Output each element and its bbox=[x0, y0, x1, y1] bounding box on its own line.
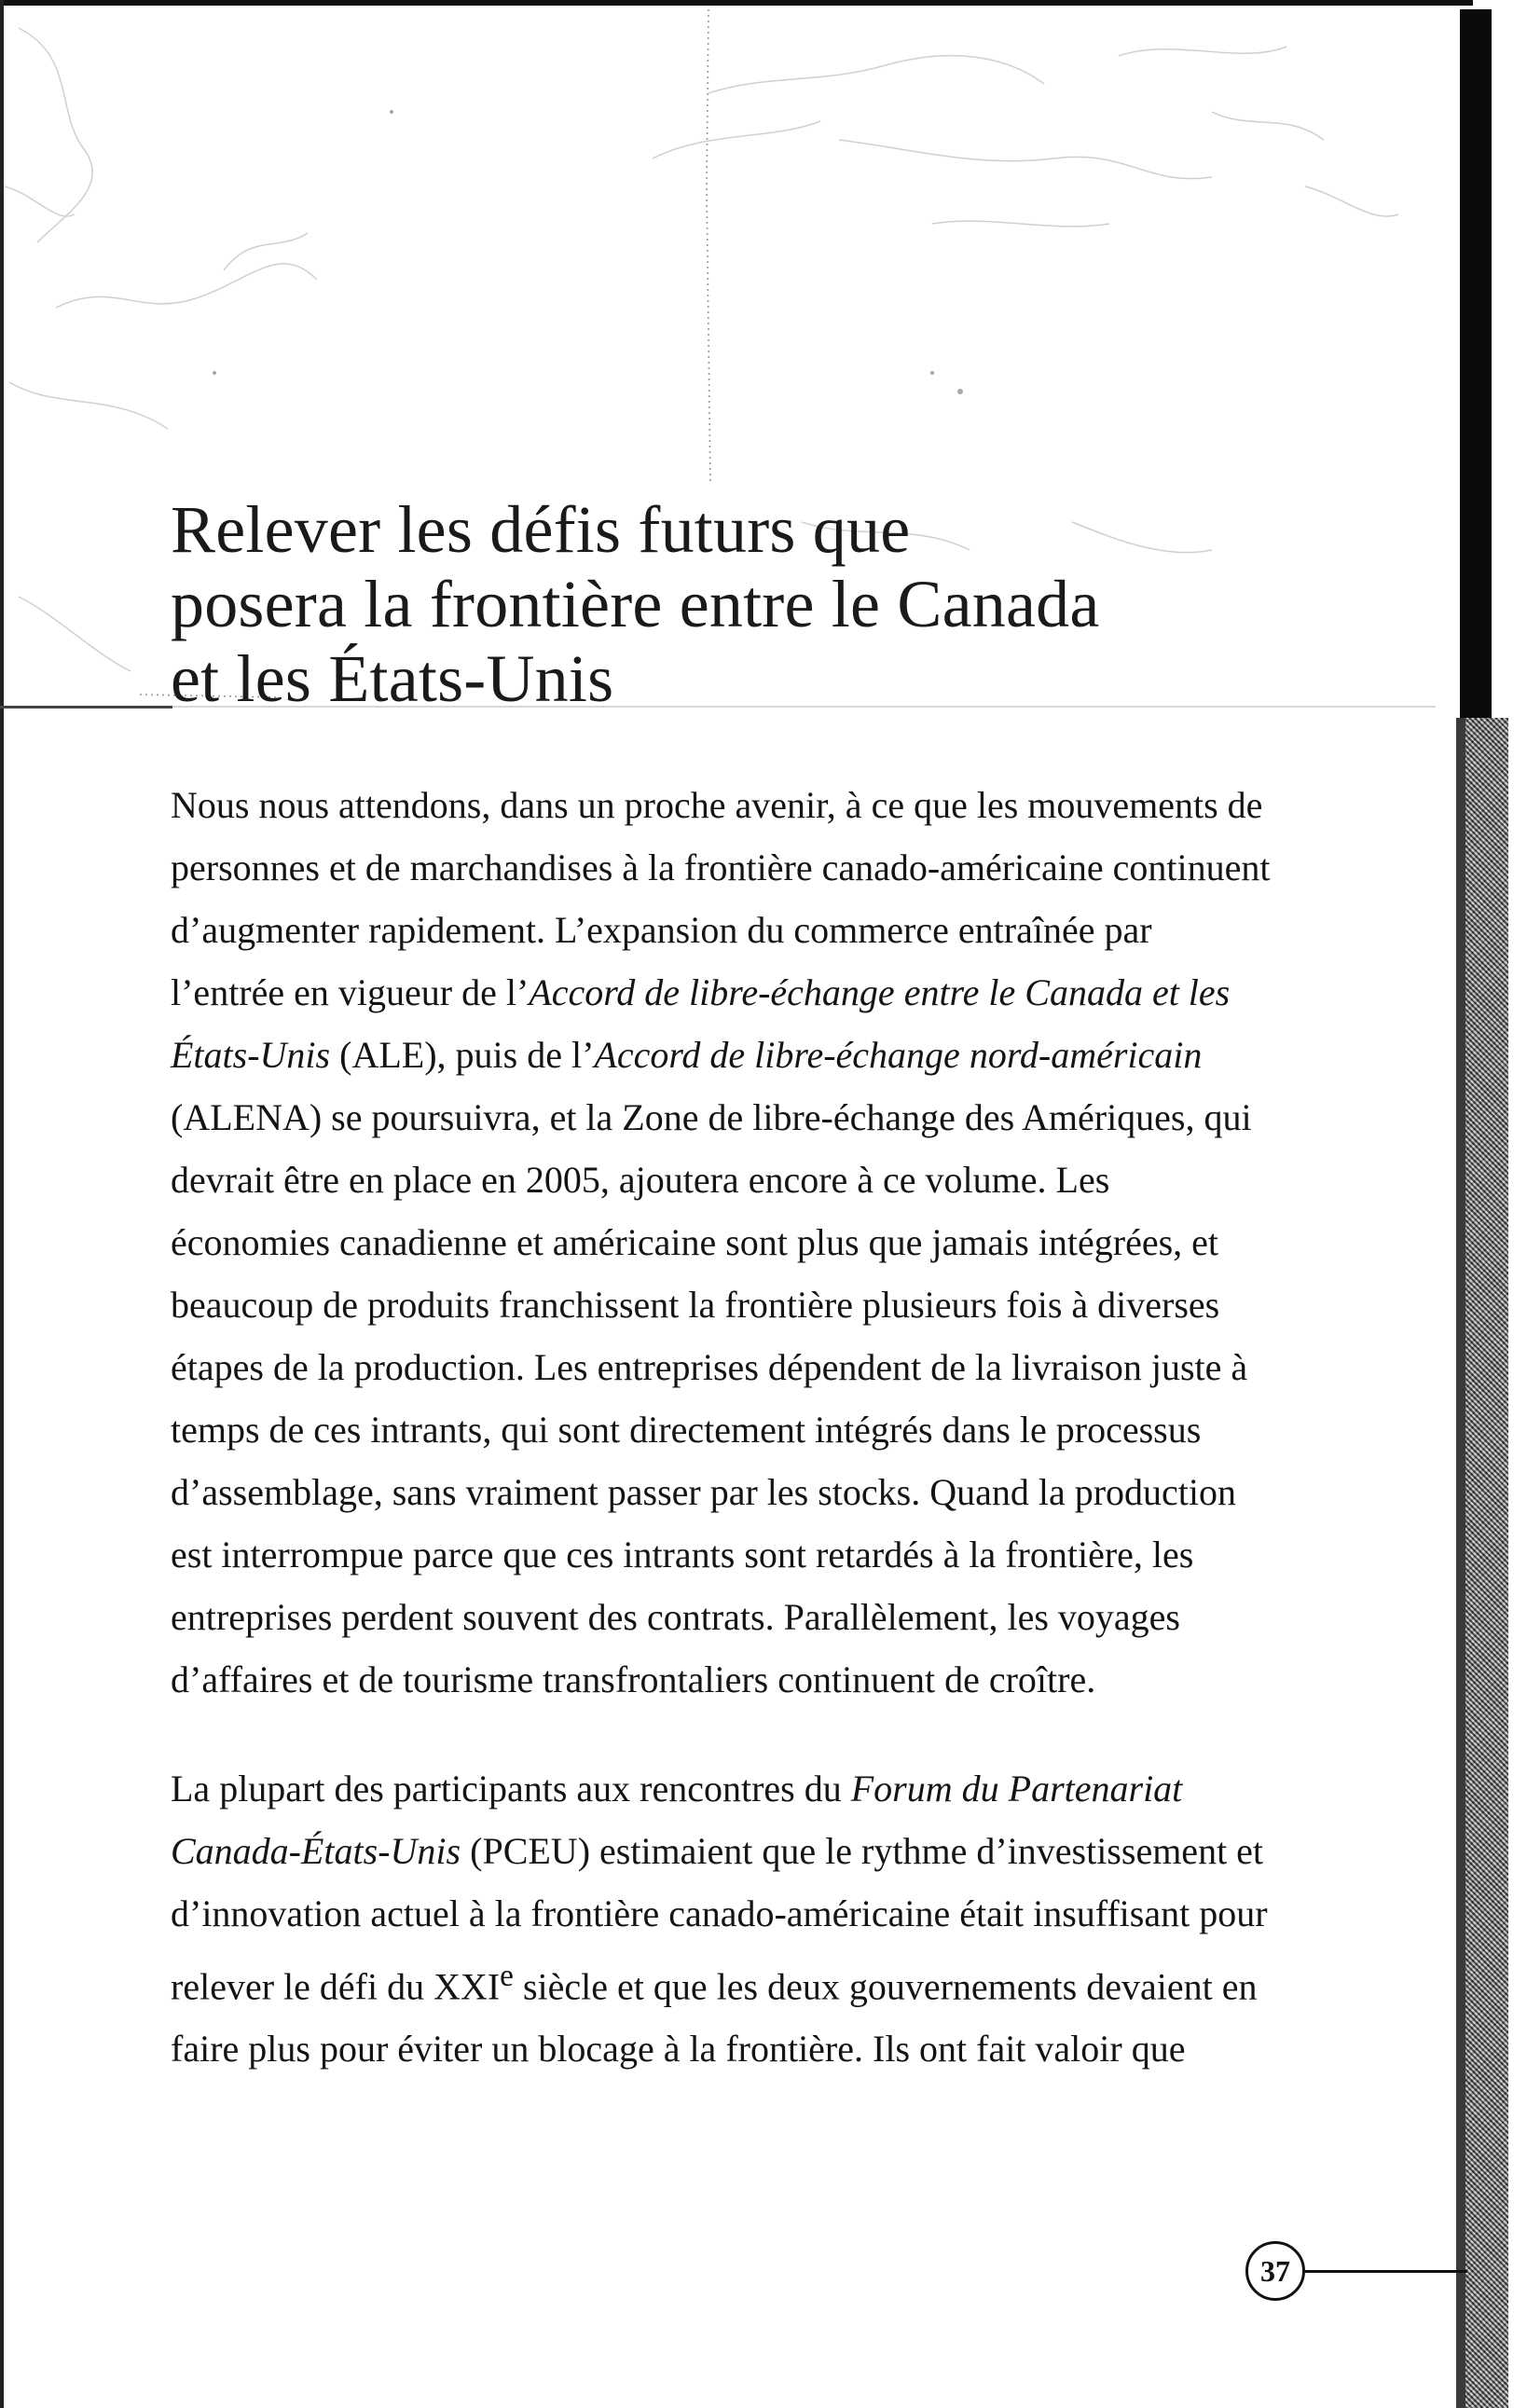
right-edge-dark bbox=[1460, 9, 1492, 718]
page-title bbox=[171, 492, 1196, 716]
paragraph-2 bbox=[171, 1757, 1271, 2080]
title-line-2: posera la frontière entre le Canada bbox=[171, 567, 1100, 641]
right-edge-shadow bbox=[1456, 718, 1465, 2408]
paragraph-2-text-c: siècle et que les deux gouvernements devaient en faire plus pour éviter un blocage à la frontière. Ils ont fait valoir que bbox=[171, 1965, 1258, 2071]
right-edge-halftone bbox=[1465, 718, 1508, 2408]
paragraph-1-italic-ale: Accord de libre-échange entre le Canada et les États-Unis bbox=[171, 971, 1231, 1076]
paragraph-2-text-b: (PCEU) estimaient que le rythme d’investissement et d’innovation actuel à la frontière canado-américaine était insuffisant pour relever le défi du XXI bbox=[171, 1830, 1268, 2008]
body-text bbox=[171, 774, 1271, 2080]
title-line-3: et les États-Unis bbox=[171, 641, 614, 716]
page-number: 37 bbox=[1245, 2241, 1305, 2301]
paragraph-2-italic-pceu: Forum du Partenariat Canada-États-Unis bbox=[171, 1768, 1183, 1872]
paragraph-1 bbox=[171, 774, 1271, 1711]
page-number-rule bbox=[1304, 2270, 1467, 2273]
paragraph-1-text-c: (ALENA) se poursuivra, et la Zone de libre-échange des Amériques, qui devrait être en place en 2005, ajoutera encore à ce volume. Les économies canadienne et américaine sont plus que jamais intégrées, et beaucoup de produits franchissent la frontière plusieurs fois à diverses étapes de la production. Les entreprises dépendent de la livraison juste à temps de ces intrants, qui sont directement intégrés dans le processus d’assemblage, sans vraiment passer par les stocks. Quand la production est interrompue parce que ces intrants sont retardés à la frontière, les entreprises perdent souvent des contrats. Parallèlement, les voyages d’affaires et de tourisme transfrontaliers continuent de croître. bbox=[171, 1096, 1252, 1700]
title-line-1: Relever les défis futurs que bbox=[171, 492, 911, 567]
paragraph-1-text-a: Nous nous attendons, dans un proche avenir, à ce que les mouvements de personnes et de marchandises à la frontière canado-américaine continuent d’augmenter rapidement. L’expansion du commerce entraînée par l’entrée en vigueur de l’ bbox=[171, 784, 1271, 1013]
paragraph-1-italic-alena: Accord de libre-échange nord-américain bbox=[594, 1034, 1203, 1076]
title-underline-lead bbox=[0, 706, 172, 709]
paragraph-2-superscript: e bbox=[500, 1959, 514, 1993]
paragraph-1-text-b: (ALE), puis de l’ bbox=[330, 1034, 595, 1076]
paragraph-2-text-a: La plupart des participants aux rencontres du bbox=[171, 1768, 851, 1809]
